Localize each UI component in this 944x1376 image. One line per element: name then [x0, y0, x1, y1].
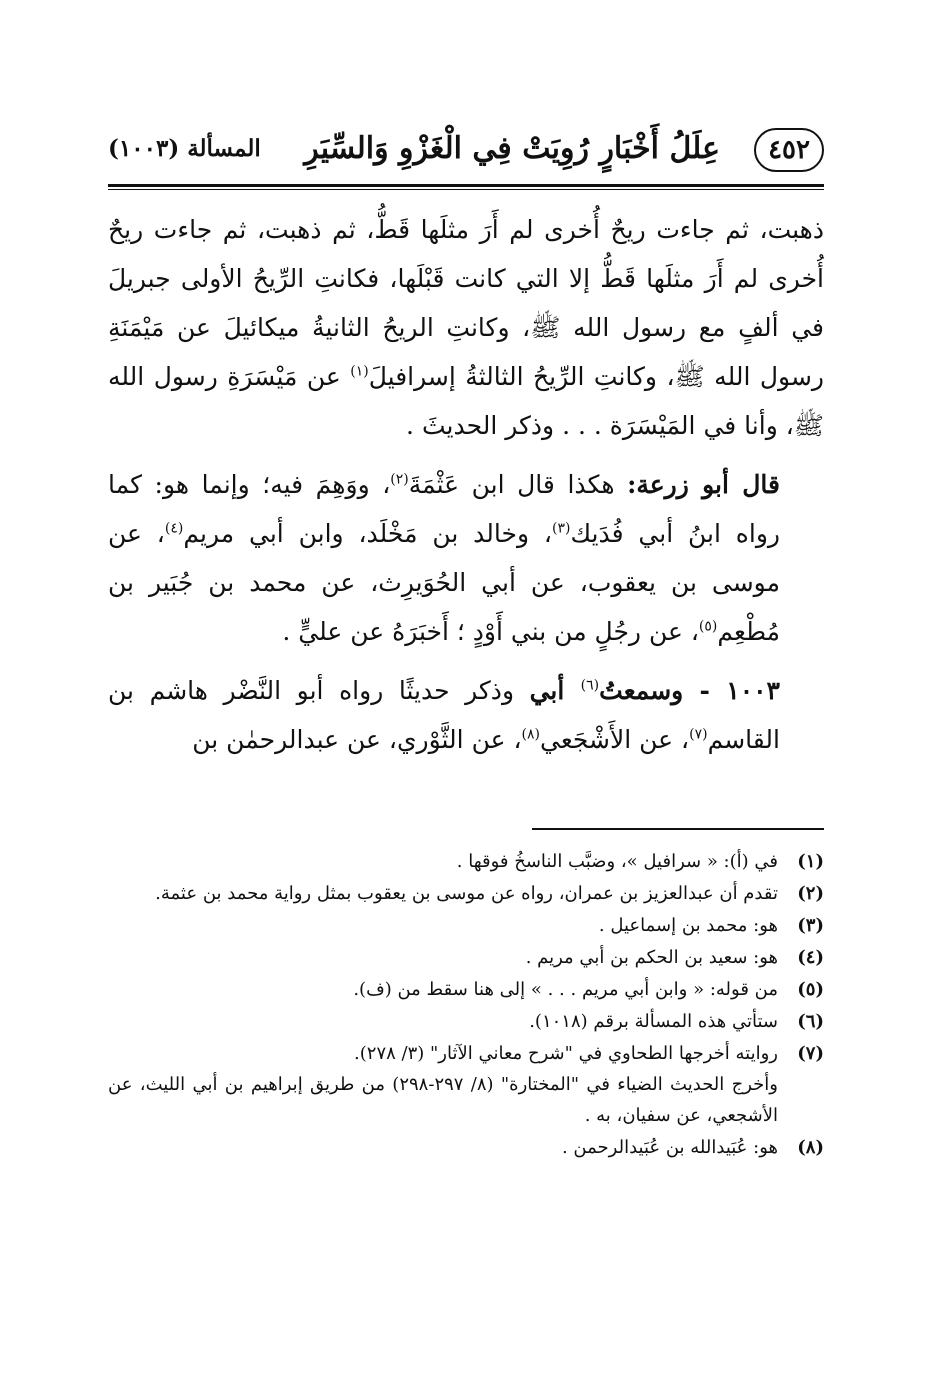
text-run: ، عن رجُلٍ من بني أَوْدٍ ؛ أَخبَرَهُ عن عليٍّ .: [282, 617, 699, 646]
footnote-4: [108, 942, 824, 973]
footnote-number: (٤): [797, 947, 824, 968]
footnote-3: [108, 910, 824, 941]
paragraph-lead: ١٠٠٣ - وسمعتُ: [599, 676, 780, 705]
text-run: وذكر حديثًا رواه أبو النَّضْر هاشم بن القاسم: [108, 676, 780, 754]
footnote-number: (٥): [797, 979, 824, 1000]
footnote-text: هو: سعيد بن الحكم بن أبي مريم .: [525, 947, 778, 968]
footnote-ref[interactable]: (٣): [551, 520, 571, 537]
footnote-7: [108, 1038, 824, 1131]
footnote-text: من قوله: « وابن أبي مريم . . . » إلى هنا سقط من (ف).: [353, 979, 778, 1000]
footnote-2: [108, 878, 824, 909]
text-run: عن مَيْسَرَةِ رسول الله ﷺ، وأنا في المَيْسَرَة . . . وذكر الحديثَ .: [108, 362, 824, 440]
main-text: [108, 205, 824, 774]
footnote-number: (٧): [797, 1043, 824, 1064]
footnote-ref[interactable]: (١): [350, 363, 369, 380]
footnote-text: روايته أخرجها الطحاوي في "شرح معاني الآثار" (٣/ ٢٧٨).: [354, 1043, 778, 1064]
running-title: عِلَلُ أَخْبَارٍ رُوِيَتْ فِي الْغَزْوِ وَالسِّيَرِ: [304, 131, 720, 166]
page-number: ٤٥٢: [754, 128, 824, 172]
footnote-separator: [532, 828, 824, 830]
footnote-number: (٨): [797, 1137, 824, 1158]
page-header: [108, 128, 824, 180]
footnote-ref[interactable]: (٧): [689, 726, 708, 743]
footnote-number: (٣): [797, 915, 824, 936]
paragraph-lead: أبي: [529, 676, 581, 705]
text-run: ، وخالد بن مَخْلَد، وابن أبي مريم: [183, 519, 552, 548]
header-rule-thin: [108, 189, 824, 190]
footnote-ref[interactable]: (٨): [521, 726, 540, 743]
header-rule-thick: [108, 184, 824, 187]
issue-number: المسألة (١٠٠٣): [108, 135, 261, 162]
footnote-8: [108, 1132, 824, 1163]
footnote-text: في (أ): « سرافيل »، وضبَّب الناسخُ فوقها .: [456, 851, 778, 872]
text-run: ، عن الثَّوْري، عن عبدالرحمٰن بن: [192, 725, 522, 754]
text-run: هكذا قال ابن عَثْمَةَ: [408, 470, 628, 499]
footnotes: [108, 846, 824, 1164]
text-run: ، ووَهِمَ فيه؛ وإنما هو: كما رواه ابنُ أبي فُدَيك: [108, 470, 780, 548]
text-run: ، عن الأَشْجَعي: [540, 725, 690, 754]
footnote-text: هو: محمد بن إسماعيل .: [598, 915, 778, 936]
footnote-ref[interactable]: (٤): [164, 520, 184, 537]
footnote-5: [108, 974, 824, 1005]
footnote-text: تقدم أن عبدالعزيز بن عمران، رواه عن موسى بن يعقوب بمثل رواية محمد بن عثمة.: [155, 883, 778, 904]
footnote-6: [108, 1006, 824, 1037]
footnote-text: وأخرج الحديث الضياء في "المختارة" (٨/ ٢٩٧-٢٩٨) من طريق إبراهيم بن أبي الليث، عن الأشجعي، عن سفيان، به .: [108, 1074, 778, 1126]
footnote-1: [108, 846, 824, 877]
paragraph-3: [108, 666, 824, 764]
footnote-number: (٦): [797, 1011, 824, 1032]
footnote-ref[interactable]: (٦): [580, 677, 600, 694]
text-run: ، عن موسى بن يعقوب، عن أبي الحُوَيرِث، عن محمد بن جُبَير بن مُطْعِم: [108, 519, 780, 646]
footnote-number: (٢): [797, 883, 824, 904]
paragraph-1: [108, 205, 824, 450]
footnote-number: (١): [797, 851, 824, 872]
footnote-ref[interactable]: (٥): [698, 618, 718, 635]
footnote-text: هو: عُبَيدالله بن عُبَيدالرحمن .: [561, 1137, 778, 1158]
paragraph-lead: قال أبو زرعة:: [627, 470, 780, 499]
text-run: ذهبت، ثم جاءت ريحٌ أُخرى لم أَرَ مثلَها قَطُّ، ثم ذهبت، ثم جاءت ريحٌ أُخرى لم أَرَ مثلَها قَطُّ إلا التي كانت قَبْلَها، فكانتِ الرِّيحُ الأولى جبريلَ في ألفٍ مع رسول الله ﷺ، وكانتِ الريحُ الثانيةُ ميكائيلَ عن مَيْمَنَةِ رسول الله ﷺ، وكانتِ الرِّيحُ الثالثةُ إسرافيلَ: [108, 215, 824, 391]
footnote-ref[interactable]: (٢): [390, 471, 409, 488]
footnote-text: ستأتي هذه المسألة برقم (١٠١٨).: [529, 1011, 778, 1032]
paragraph-2: [108, 460, 824, 656]
